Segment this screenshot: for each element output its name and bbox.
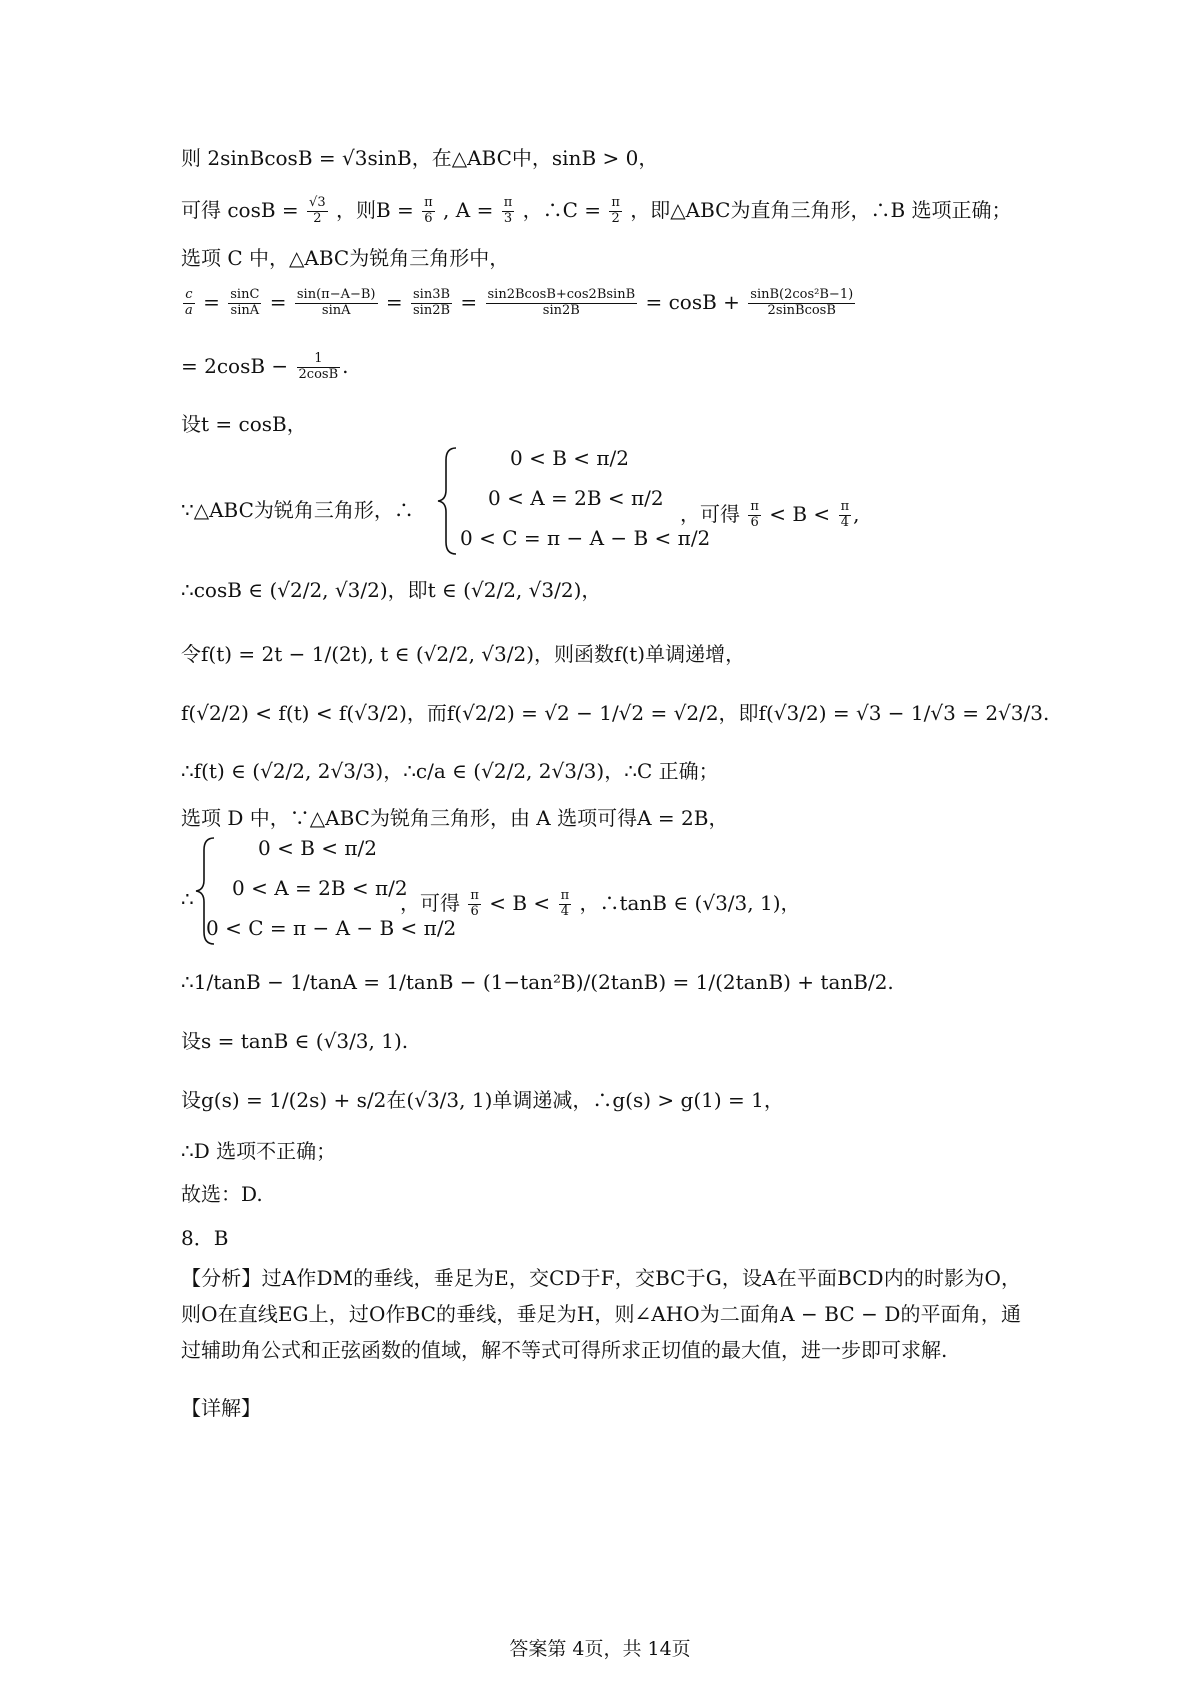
- text-line-6: 设t = cosB，: [181, 412, 307, 436]
- analysis-paragraph: 【分析】过A作DM的垂线，垂足为E，交CD于F，交BC于G，设A在平面BCD内的时影为O，则O在直线EG上，过O作BC的垂线，垂足为H，则∠AHO为二面角A − BC − D的平面角，通过辅助角公式和正弦函数的值域，解不等式可得所求正切值的最大值，进一步即可求解.: [181, 1266, 1021, 1362]
- text-line-12: 选项 D 中，∵△ABC为锐角三角形，由 A 选项可得A = 2B，: [181, 806, 729, 830]
- left-brace-1: [436, 446, 458, 556]
- text-line-13a: ∴: [181, 887, 194, 911]
- text-line-15: 设s = tanB ∈ (√3/3, 1).: [181, 1029, 409, 1053]
- page-footer: 答案第 4页，共 14页: [509, 1638, 691, 1660]
- text-line-7a: ∵△ABC为锐角三角形，∴: [181, 498, 414, 522]
- text-line-4: $\frac{c}{a}$ = $\frac{\sin C}{\sin A}$ = $\frac{\sin(\pi-A-B)}{\sin A}$ = $\frac{\sin 3B}{\sin 2B}$ = $\frac{\sin 2BcosB+\cos 2BsinB}{\sin 2B}$ = cosB + $\frac{\text{sinB(2cos²B−1)}}{\text{2sinBcosB}}$: [185, 287, 854, 318]
- fraction-pi-2: $\frac{\pi}{2}$: [611, 195, 620, 226]
- text-line-10: f(√2/2) < f(t) < f(√3/2)，而f(√2/2) = √2 − 1/√2 = √2/2，即f(√3/2) = √3 − 1/√3 = 2√3/3.: [181, 701, 1050, 725]
- document-page: 则 2sinBcosB = √3sinB，在△ABC中，sinB > 0， 可得 cosB = $\frac{√3}{2}$ ，则B = $\frac{\pi}{6}$ , A = $\frac{\pi}{3}$ ，∴C = $\frac{\pi}{2}$ ，即△ABC为直角三角形，∴B 选项正确； 选项 C 中，△ABC为锐角三角形中， $\frac{c}{a}$ = $\frac{\sin C}{\sin A}$ = $\frac{\sin(\pi-A-B)}{\sin A}$ = $\frac{\sin 3B}{\sin 2B}$ = $\frac{\sin 2BcosB+\cos 2BsinB}{\sin 2B}$ = cosB + $\frac{\text{sinB(2cos²B−1)}}{\text{2sinBcosB}}$ = 2cosB − $\frac{1}{2\cos B}$ . 设t = cosB， ∵△ABC为锐角三角形，∴ 0 < B < π/2 0 < A = 2B < π/2 0 < C = π − A − B < π/2 ，可得 $\frac{\pi}{6}$ < B < $\frac{\pi}{4}$ , ∴cosB ∈ (√2/2, √3/2)，即t ∈ (√2/2, √3/2)， 令f(t) = 2t − 1/(2t), t ∈ (√2/2, √3/2)，则函数f(t)单调递增， f(√2/2) < f(t) < f(√3/2)，而f(√2/2) = √2 − 1/√2 = √2/2，即f(√3/2) = √3 − 1/√3 = 2√3/3. ∴f(t) ∈ (√2/2, 2√3/3)，∴c/a ∈ (√2/2, 2√3/3)，∴C 正确； 选项 D 中，∵△ABC为锐角三角形，由 A 选项可得A = 2B， ∴ 0 < B < π/2 0 < A = 2B < π/2 0 < C = π − A − B < π/2 ，可得 $\frac{\pi}{6}$ < B < $\frac{\pi}{4}$ ，∴tanB ∈ (√3/3, 1)， ∴1/tanB − 1/tanA = 1/tanB − (1−tan²B)/(2tanB) = 1/(2tanB) + tanB/2. 设s = tanB ∈ (√3/3, 1). 设g(s) = 1/(2s) + s/2在(√3/3, 1)单调递减，∴g(s) > g(1) = 1， ∴D 选项不正确； 故选：D. 8．B 【分析】过A作DM的垂线，垂足为E，交CD于F，交BC于G，设A在平面BCD内的时影为O，则O在直线EG上，过O作BC的垂线，垂足为H，则∠AHO为二面角A − BC − D的平面角，通过辅助角公式和正弦函数的值域，解不等式可得所求正切值的最大值，进一步即可求解. 【详解】 答案第 4页，共 14页: [0, 0, 1200, 1698]
- text-line-9: 令f(t) = 2t − 1/(2t), t ∈ (√2/2, √3/2)，则函数f(t)单调递增，: [181, 642, 746, 666]
- text-line-16: 设g(s) = 1/(2s) + s/2在(√3/3, 1)单调递减，∴g(s) > g(1) = 1，: [181, 1088, 784, 1112]
- text-line-11: ∴f(t) ∈ (√2/2, 2√3/3)，∴c/a ∈ (√2/2, 2√3/3)，∴C 正确；: [181, 759, 719, 783]
- text-line-3: 选项 C 中，△ABC为锐角三角形中，: [181, 246, 510, 270]
- text-line-19: 8．B: [181, 1226, 229, 1250]
- detail-heading: 【详解】: [181, 1396, 261, 1420]
- text-line-14: ∴1/tanB − 1/tanA = 1/tanB − (1−tan²B)/(2tanB) = 1/(2tanB) + tanB/2.: [181, 970, 894, 994]
- fraction-sqrt3-2: $\frac{√3}{2}$: [309, 195, 326, 226]
- text-line-5: = 2cosB − $\frac{1}{2\cos B}$ .: [181, 351, 349, 382]
- text-line-13b: ，可得 $\frac{\pi}{6}$ < B < $\frac{\pi}{4}$ ，∴tanB ∈ (√3/3, 1)，: [400, 888, 801, 919]
- text-line-17: ∴D 选项不正确；: [181, 1139, 337, 1163]
- text-line-1: 则 2sinBcosB = √3sinB，在△ABC中，sinB > 0，: [181, 146, 659, 170]
- text-line-7b: ，可得 $\frac{\pi}{6}$ < B < $\frac{\pi}{4}$ ,: [680, 499, 860, 530]
- text-line-18: 故选：D.: [181, 1182, 263, 1206]
- text-line-2: 可得 cosB = $\frac{√3}{2}$ ，则B = $\frac{\pi}{6}$ , A = $\frac{\pi}{3}$ ，∴C = $\frac{\pi}{2}$ ，即△ABC为直角三角形，∴B 选项正确；: [181, 195, 1012, 226]
- fraction-pi-3: $\frac{\pi}{3}$: [503, 195, 513, 226]
- text-line-8: ∴cosB ∈ (√2/2, √3/2)，即t ∈ (√2/2, √3/2)，: [181, 578, 602, 602]
- fraction-pi-6: $\frac{\pi}{6}$: [424, 195, 433, 226]
